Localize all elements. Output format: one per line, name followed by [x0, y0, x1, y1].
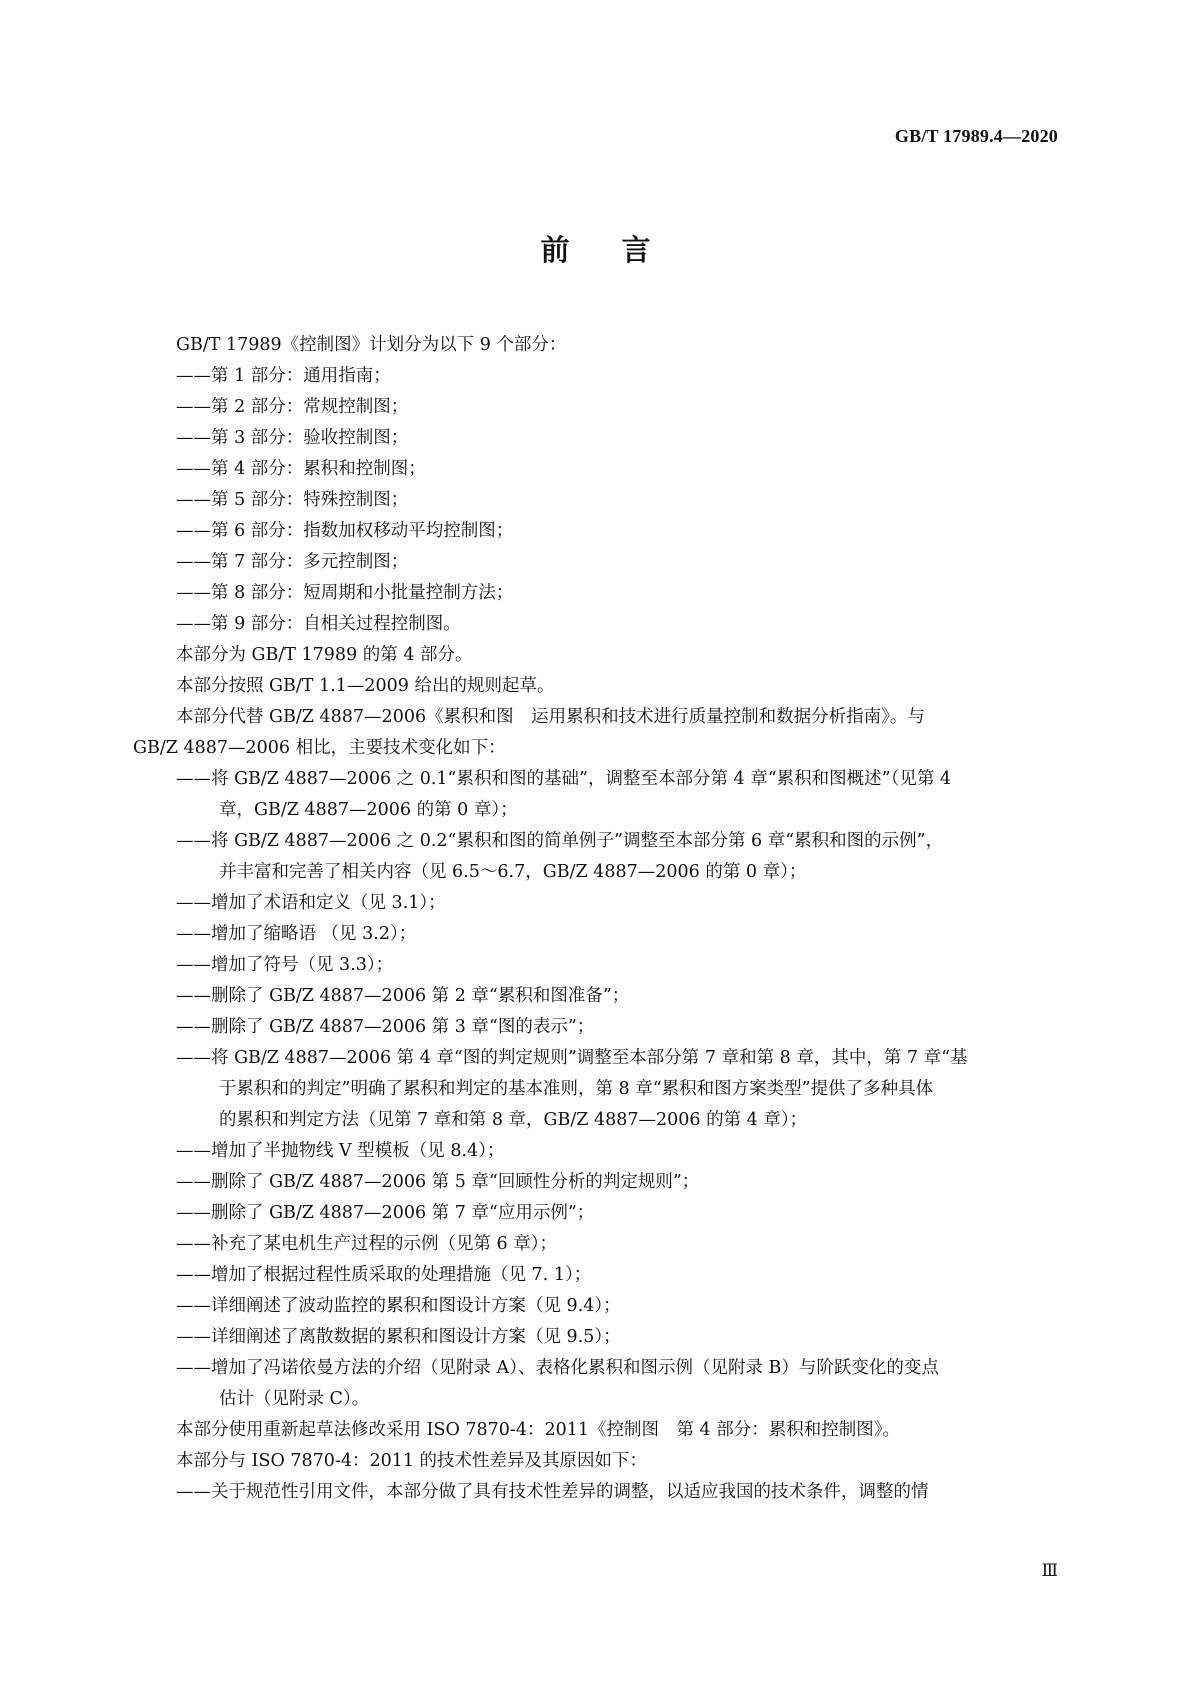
change-item: ——详细阐述了离散数据的累积和图设计方案（见 9.5）； — [176, 1327, 621, 1347]
change-item: ——删除了 GB/Z 4887—2006 第 3 章“图的表示”； — [176, 1017, 595, 1037]
change-item: ——增加了根据过程性质采取的处理措施（见 7. 1）； — [176, 1265, 592, 1285]
parts-intro: GB/T 17989《控制图》计划分为以下 9 个部分： — [176, 335, 567, 355]
difference-intro: 本部分与 ISO 7870-4：2011 的技术性差异及其原因如下： — [176, 1451, 648, 1471]
change-item: ——将 GB/Z 4887—2006 之 0.2“累积和图的简单例子”调整至本部分第 6 章“累积和图的示例”， — [176, 831, 944, 851]
part-item: ——第 6 部分：指数加权移动平均控制图； — [176, 521, 514, 541]
change-item: ——增加了半抛物线 V 型模板（见 8.4）； — [176, 1141, 505, 1161]
standard-code: GB/T 17989.4—2020 — [894, 126, 1058, 146]
change-item: ——增加了缩略语 （见 3.2）； — [176, 924, 417, 944]
part-item: ——第 2 部分：常规控制图； — [176, 397, 409, 417]
part-item: ——第 3 部分：验收控制图； — [176, 428, 409, 448]
change-item: ——详细阐述了波动监控的累积和图设计方案（见 9.4）； — [176, 1296, 621, 1316]
change-item: ——删除了 GB/Z 4887—2006 第 5 章“回顾性分析的判定规则”； — [176, 1172, 700, 1192]
foreword-body — [133, 330, 1058, 1508]
part-statement: 本部分为 GB/T 17989 的第 4 部分。 — [176, 645, 473, 665]
change-item: ——补充了某电机生产过程的示例（见第 6 章）； — [176, 1234, 558, 1254]
page-number: Ⅲ — [1041, 1561, 1058, 1580]
part-item: ——第 4 部分：累积和控制图； — [176, 459, 426, 479]
change-item: ——将 GB/Z 4887—2006 第 4 章“图的判定规则”调整至本部分第 7 章和第 8 章，其中，第 7 章“基 — [176, 1048, 968, 1068]
part-item: ——第 8 部分：短周期和小批量控制方法； — [176, 583, 514, 603]
change-item: ——删除了 GB/Z 4887—2006 第 7 章“应用示例”； — [176, 1203, 595, 1223]
change-item: ——将 GB/Z 4887—2006 之 0.1“累积和图的基础”，调整至本部分第 4 章“累积和图概述”（见第 4 — [176, 769, 952, 789]
change-item-continuation: 章，GB/Z 4887—2006 的第 0 章）； — [219, 800, 518, 820]
part-item: ——第 7 部分：多元控制图； — [176, 552, 409, 572]
change-item-continuation: 于累积和的判定”明确了累积和判定的基本准则，第 8 章“累积和图方案类型”提供了多种具体 — [219, 1079, 934, 1099]
replace-line-2: GB/Z 4887—2006 相比，主要技术变化如下： — [133, 738, 506, 758]
adoption-statement: 本部分使用重新起草法修改采用 ISO 7870-4：2011《控制图 第 4 部分：累积和控制图》。 — [176, 1420, 901, 1440]
change-item: ——增加了符号（见 3.3）； — [176, 955, 394, 975]
part-item: ——第 9 部分：自相关过程控制图。 — [176, 614, 461, 634]
replace-line-1: 本部分代替 GB/Z 4887—2006《累积和图 运用累积和技术进行质量控制和数据分析指南》。与 — [176, 707, 925, 727]
change-item: ——增加了冯诺依曼方法的介绍（见附录 A）、表格化累积和图示例（见附录 B）与阶跃变化的变点 — [176, 1358, 939, 1378]
change-item: ——增加了术语和定义（见 3.1）； — [176, 893, 446, 913]
page-title: 前言 — [540, 233, 703, 267]
change-item: ——删除了 GB/Z 4887—2006 第 2 章“累积和图准备”； — [176, 986, 630, 1006]
change-item-continuation: 并丰富和完善了相关内容（见 6.5～6.7，GB/Z 4887—2006 的第 0 章）； — [219, 862, 807, 882]
change-item-continuation: 的累积和判定方法（见第 7 章和第 8 章，GB/Z 4887—2006 的第 4 章）； — [219, 1110, 808, 1130]
difference-item: ——关于规范性引用文件，本部分做了具有技术性差异的调整，以适应我国的技术条件，调整的情 — [176, 1482, 929, 1502]
part-item: ——第 5 部分：特殊控制图； — [176, 490, 409, 510]
change-item-continuation: 估计（见附录 C）。 — [219, 1389, 370, 1409]
part-item: ——第 1 部分：通用指南； — [176, 366, 391, 386]
drafting-rule: 本部分按照 GB/T 1.1—2009 给出的规则起草。 — [176, 676, 555, 696]
